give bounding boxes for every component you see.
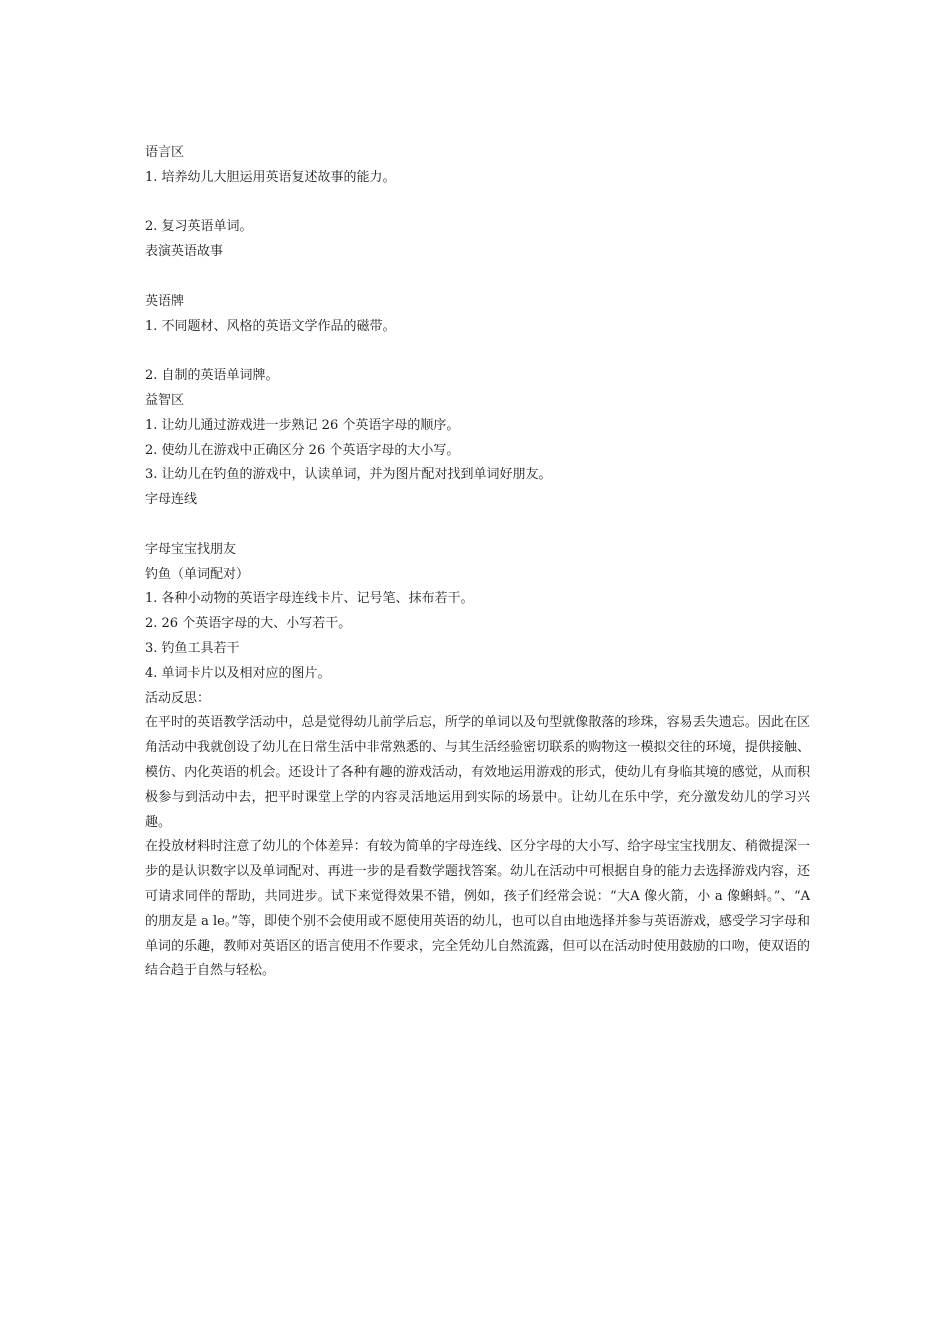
puzzle-area-goal-1: 1. 让幼儿通过游戏进一步熟记 26 个英语字母的顺序。	[145, 417, 460, 433]
reflection-paragraph-2: 在投放材料时注意了幼儿的个体差异：有较为简单的字母连线、区分字母的大小写、给字母宝宝找朋友、稍微提深一步的是认识数字以及单词配对、再进一步的是看数学题找答案。幼儿在活动中可根据自身的能力去选择游戏内容，还可请求同伴的帮助，共同进步。试下来觉得效果不错，例如，孩子们经常会说：“大A 像火箭，小 a 像蝌蚪。”、“A 的朋友是 a le。”等，即使个别不会使用或不愿使用英语的幼儿，也可以自由地选择并参与英语游戏，感受学习字母和单词的乐趣，教师对英语区的语言使用不作要求，完全凭幼儿自然流露，但可以在活动时使用鼓励的口吻，使双语的结合趋于自然与轻松。	[145, 839, 811, 979]
puzzle-area-material-3: 3. 钓鱼工具若干	[145, 640, 240, 656]
language-area-activity: 表演英语故事	[145, 244, 224, 260]
spacer	[145, 265, 810, 290]
puzzle-area-activity-1: 字母连线	[145, 492, 198, 508]
puzzle-area-goal-3: 3. 让幼儿在钓鱼的游戏中，认读单词，并为图片配对找到单词好朋友。	[145, 467, 552, 483]
language-area-goal-2: 2. 复习英语单词。	[145, 219, 253, 235]
english-cards-item-1: 1. 不同题材、风格的英语文学作品的磁带。	[145, 318, 396, 334]
puzzle-area-activity-2: 字母宝宝找朋友	[145, 541, 237, 557]
spacer	[145, 339, 810, 364]
spacer	[145, 191, 810, 216]
english-cards-item-2: 2. 自制的英语单词牌。	[145, 368, 279, 384]
puzzle-area-material-4: 4. 单词卡片以及相对应的图片。	[145, 665, 331, 681]
language-area-heading: 语言区	[145, 145, 185, 160]
spacer	[145, 513, 810, 538]
reflection-heading: 活动反思：	[145, 690, 211, 706]
puzzle-area-activity-3: 钓鱼（单词配对）	[145, 566, 250, 582]
reflection-paragraph-1: 在平时的英语教学活动中，总是觉得幼儿前学后忘，所学的单词以及句型就像散落的珍珠，容易丢失遗忘。因此在区角活动中我就创设了幼儿在日常生活中非常熟悉的、与其生活经验密切联系的购物这一模拟交往的环境，提供接触、模仿、内化英语的机会。还设计了各种有趣的游戏活动，有效地运用游戏的形式，使幼儿有身临其境的感觉，从而积极参与到活动中去，把平时课堂上学的内容灵活地运用到实际的场景中。让幼儿在乐中学，充分激发幼儿的学习兴趣。	[145, 715, 810, 830]
puzzle-area-material-1: 1. 各种小动物的英语字母连线卡片、记号笔、抹布若干。	[145, 591, 474, 607]
english-cards-heading: 英语牌	[145, 293, 185, 309]
language-area-goal-1: 1. 培养幼儿大胆运用英语复述故事的能力。	[145, 169, 396, 185]
document-body	[145, 141, 810, 984]
puzzle-area-goal-2: 2. 使幼儿在游戏中正确区分 26 个英语字母的大小写。	[145, 442, 460, 458]
puzzle-area-material-2: 2. 26 个英语字母的大、小写若干。	[145, 616, 352, 632]
puzzle-area-heading: 益智区	[145, 392, 185, 408]
